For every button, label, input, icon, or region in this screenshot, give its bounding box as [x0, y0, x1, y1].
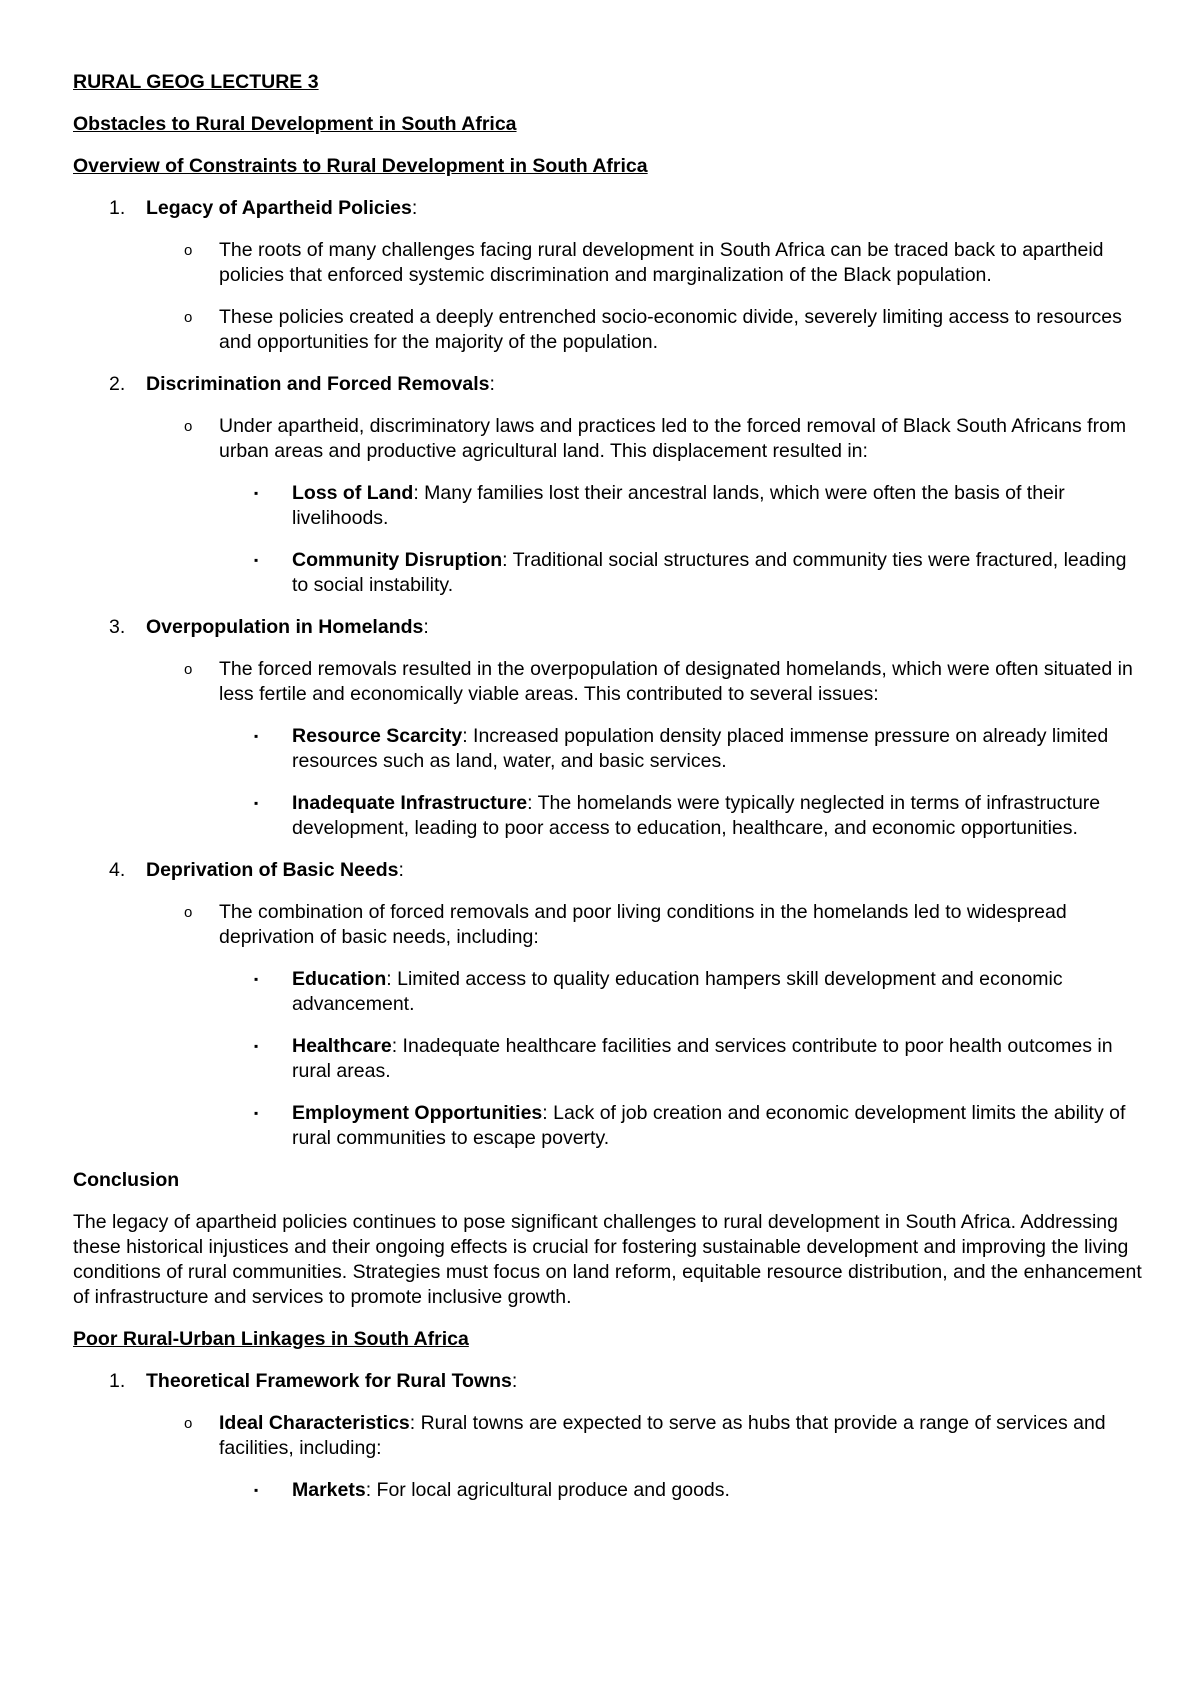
- square-bullet-item: [73, 548, 1143, 598]
- item-label: Legacy of Apartheid Policies: [146, 197, 412, 219]
- sub-item-text: These policies created a deeply entrenched socio-economic divide, severely limiting access to resources and opportunities for the majority of the population.: [219, 306, 1122, 353]
- section-conclusion: [73, 1168, 1143, 1310]
- bullet-label: Resource Scarcity: [292, 725, 463, 747]
- sub-item: [73, 1411, 1143, 1461]
- numbered-list: [73, 1369, 1143, 1503]
- bullet-label: Loss of Land: [292, 482, 414, 504]
- item-colon: :: [511, 1370, 518, 1392]
- bullet-text: : Increased population density placed immense pressure on already limited resources such as land, water, and basic services.: [292, 725, 1109, 772]
- square-bullet-icon: ▪: [254, 729, 259, 743]
- square-bullet-icon: ▪: [254, 553, 259, 567]
- square-bullet-item: [73, 1101, 1143, 1151]
- item-number: 4.: [109, 859, 126, 881]
- item-colon: :: [423, 616, 429, 638]
- item-label: Overpopulation in Homelands: [146, 616, 424, 638]
- bullet-text: : Traditional social structures and community ties were fractured, leading to social instability.: [292, 549, 1127, 596]
- sub-item-text: : Rural towns are expected to serve as hubs that provide a range of services and facilities, including:: [219, 1412, 1106, 1459]
- document-title: RURAL GEOG LECTURE 3: [73, 71, 319, 93]
- bullet-label: Community Disruption: [292, 549, 503, 571]
- conclusion-heading: Conclusion: [73, 1169, 180, 1191]
- item-label: Deprivation of Basic Needs: [146, 859, 399, 881]
- section-constraints: [73, 154, 1143, 1151]
- item-number: 1.: [109, 1370, 126, 1392]
- sub-item: [73, 657, 1143, 707]
- square-bullet-icon: ▪: [254, 486, 259, 500]
- bullet-label: Healthcare: [292, 1035, 392, 1057]
- circle-bullet-icon: o: [184, 904, 193, 921]
- document-subtitle: Obstacles to Rural Development in South Africa: [73, 113, 517, 135]
- square-bullet-icon: ▪: [254, 1106, 259, 1120]
- bullet-text: : Inadequate healthcare facilities and services contribute to poor health outcomes in rural areas.: [292, 1035, 1113, 1082]
- circle-bullet-icon: o: [184, 418, 193, 435]
- circle-bullet-icon: o: [184, 309, 193, 326]
- document-page: [73, 70, 1143, 1520]
- conclusion-paragraph: The legacy of apartheid policies continues to pose significant challenges to rural development in South Africa. Addressing these historical injustices and their ongoing effects is crucial for fostering sustainable development and improving the living conditions of rural communities. Strategies must focus on land reform, equitable resource distribution, and the enhancement of infrastructure and services to promote inclusive growth.: [73, 1211, 1142, 1308]
- circle-bullet-icon: o: [184, 1415, 193, 1432]
- bullet-label: Education: [292, 968, 387, 990]
- square-bullet-icon: ▪: [254, 1039, 259, 1053]
- square-bullet-icon: ▪: [254, 1483, 259, 1497]
- numbered-list: [73, 196, 1143, 1151]
- square-bullet-item: [73, 1034, 1143, 1084]
- sub-item: [73, 305, 1143, 355]
- circle-bullet-icon: o: [184, 242, 193, 259]
- item-number: 1.: [109, 197, 126, 219]
- section-linkages: [73, 1327, 1143, 1503]
- square-bullet-item: [73, 481, 1143, 531]
- numbered-item: [73, 1369, 1143, 1394]
- sub-item-text: Under apartheid, discriminatory laws and practices led to the forced removal of Black South Africans from urban areas and productive agricultural land. This displacement resulted in:: [219, 415, 1127, 462]
- bullet-label: Employment Opportunities: [292, 1102, 543, 1124]
- square-bullet-item: [73, 791, 1143, 841]
- bullet-text: : Limited access to quality education hampers skill development and economic advancement.: [292, 968, 1063, 1015]
- section-heading: Poor Rural-Urban Linkages in South Africa: [73, 1328, 469, 1350]
- item-colon: :: [398, 859, 404, 881]
- sub-item-text: The roots of many challenges facing rural development in South Africa can be traced back to apartheid policies that enforced systemic discrimination and marginalization of the Black population.: [219, 239, 1104, 286]
- square-bullet-item: [73, 967, 1143, 1017]
- item-label: Discrimination and Forced Removals: [146, 373, 490, 395]
- item-number: 2.: [109, 373, 126, 395]
- bullet-label: Markets: [292, 1479, 366, 1501]
- square-bullet-icon: ▪: [254, 796, 259, 810]
- item-colon: :: [411, 197, 418, 219]
- sub-item: [73, 900, 1143, 950]
- square-bullet-item: [73, 1478, 1143, 1503]
- item-label: Theoretical Framework for Rural Towns: [146, 1370, 512, 1392]
- section-heading: Overview of Constraints to Rural Development in South Africa: [73, 155, 648, 177]
- square-bullet-icon: ▪: [254, 972, 259, 986]
- numbered-item: [73, 615, 1143, 640]
- item-number: 3.: [109, 616, 126, 638]
- item-colon: :: [489, 373, 495, 395]
- bullet-label: Inadequate Infrastructure: [292, 792, 528, 814]
- bullet-text: : Lack of job creation and economic development limits the ability of rural communities to escape poverty.: [292, 1102, 1126, 1149]
- bullet-text: : Many families lost their ancestral lands, which were often the basis of their livelihoods.: [292, 482, 1065, 529]
- bullet-text: : The homelands were typically neglected in terms of infrastructure development, leading to poor access to education, healthcare, and economic opportunities.: [292, 792, 1101, 839]
- sub-item-text: The combination of forced removals and poor living conditions in the homelands led to widespread deprivation of basic needs, including:: [219, 901, 1067, 948]
- circle-bullet-icon: o: [184, 661, 193, 678]
- numbered-item: [73, 372, 1143, 397]
- square-bullet-item: [73, 724, 1143, 774]
- sub-item-label: Ideal Characteristics: [219, 1412, 410, 1434]
- sub-item: [73, 238, 1143, 288]
- numbered-item: [73, 858, 1143, 883]
- sub-item: [73, 414, 1143, 464]
- bullet-text: : For local agricultural produce and goods.: [365, 1479, 730, 1501]
- sub-item-text: The forced removals resulted in the overpopulation of designated homelands, which were often situated in less fertile and economically viable areas. This contributed to several issues:: [219, 658, 1133, 705]
- numbered-item: [73, 196, 1143, 221]
